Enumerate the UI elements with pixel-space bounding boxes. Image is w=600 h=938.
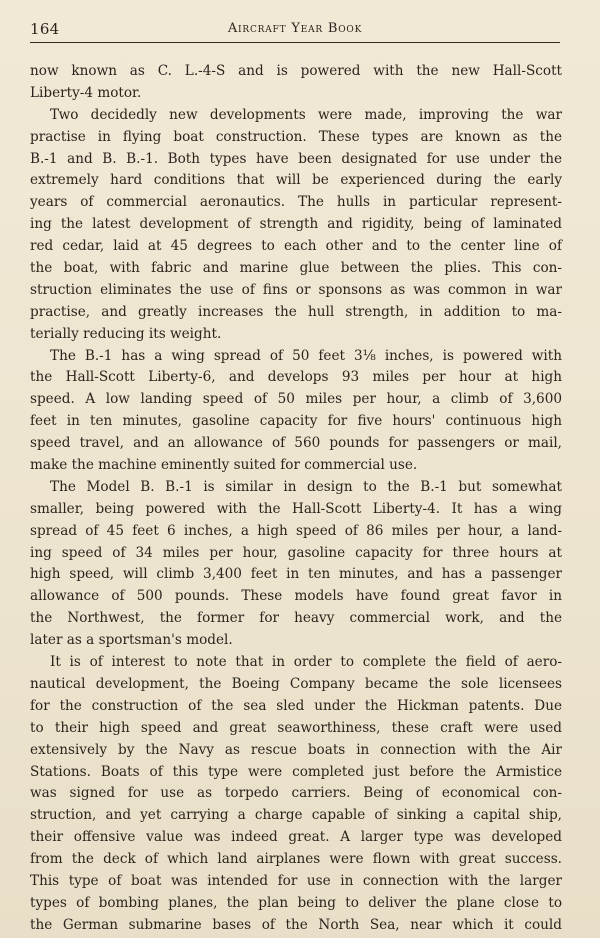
text-line: terially reducing its weight. — [30, 325, 222, 342]
text-line: their offensive value was indeed great. A larger type was developed — [30, 829, 562, 846]
text-line: B.-1 and B. B.-1. Both types have been designated for use under the — [30, 150, 562, 167]
text-line: make the machine eminently suited for commercial use. — [30, 457, 418, 474]
text-line: spread of 45 feet 6 inches, a high speed of 86 miles per hour, a land- — [30, 522, 562, 539]
text-line: feet in ten minutes, gasoline capacity for five hours' continuous high — [30, 413, 562, 430]
text-line: It is of interest to note that in order to complete the field of aero- — [50, 654, 562, 671]
text-line: nautical development, the Boeing Company became the sole licensees — [30, 675, 562, 692]
text-line: speed. A low landing speed of 50 miles per hour, a climb of 3,600 — [30, 391, 562, 408]
text-line: struction, and yet carrying a charge capable of sinking a capital ship, — [30, 807, 562, 824]
running-head — [30, 20, 560, 43]
text-line: the Hall-Scott Liberty-6, and develops 93 miles per hour at high — [30, 369, 562, 386]
text-line: extensively by the Navy as rescue boats in connection with the Air — [30, 741, 562, 758]
text-line: speed travel, and an allowance of 560 pounds for passengers or mail, — [30, 435, 562, 452]
text-line: The B.-1 has a wing spread of 50 feet 3⅛ inches, is powered with — [50, 347, 562, 364]
text-line: the boat, with fabric and marine glue between the plies. This con- — [30, 260, 562, 277]
paragraph — [30, 61, 562, 105]
text-line: practise, and greatly increases the hull strength, in addition to ma- — [30, 303, 562, 320]
text-line: for the construction of the sea sled under the Hickman patents. Due — [30, 697, 562, 714]
text-line: struction eliminates the use of fins or sponsons as was common in war — [30, 281, 562, 298]
text-line: Stations. Boats of this type were completed just before the Armistice — [30, 763, 562, 780]
paragraph — [30, 105, 562, 346]
text-line: later as a sportsman's model. — [30, 632, 233, 649]
text-line: allowance of 500 pounds. These models have found great favor in — [30, 588, 562, 605]
text-line: Two decidedly new developments were made, improving the war — [50, 106, 562, 123]
text-line: years of commercial aeronautics. The hulls in particular represent- — [30, 194, 562, 211]
text-line: high speed, will climb 3,400 feet in ten minutes, and has a passenger — [30, 566, 562, 583]
text-line: the German submarine bases of the North Sea, near which it could — [30, 916, 562, 933]
text-line: from the deck of which land airplanes were flown with great success. — [30, 851, 562, 868]
text-line: ing speed of 34 miles per hour, gasoline capacity for three hours at — [30, 544, 562, 561]
text-line: smaller, being powered with the Hall-Scott Liberty-4. It has a wing — [30, 500, 562, 517]
paragraph — [30, 652, 562, 937]
text-line: now known as C. L.-4-S and is powered with the new Hall-Scott — [30, 63, 562, 79]
text-line: red cedar, laid at 45 degrees to each other and to the center line of — [30, 238, 562, 255]
text-line: was signed for use as torpedo carriers. Being of economical con- — [30, 785, 562, 802]
text-line: Liberty-4 motor. — [30, 84, 142, 101]
paragraph — [30, 477, 562, 652]
text-line: extremely hard conditions that will be experienced during the early — [30, 172, 562, 189]
text-line: the Northwest, the former for heavy commercial work, and the — [30, 610, 562, 627]
paragraph — [30, 346, 562, 477]
text-line: types of bombing planes, the plan being to deliver the plane close to — [30, 894, 562, 911]
text-line: ing the latest development of strength and rigidity, being of laminated — [30, 216, 562, 233]
text-line: The Model B. B.-1 is similar in design to the B.-1 but somewhat — [50, 478, 562, 495]
text-line: to their high speed and great seaworthiness, these craft were used — [30, 719, 562, 736]
text-line: practise in flying boat construction. These types are known as the — [30, 128, 562, 145]
running-title: Aircraft Year Book — [227, 21, 363, 36]
body-text — [30, 61, 562, 937]
text-line: This type of boat was intended for use in connection with the larger — [30, 872, 562, 889]
page-number: 164 — [30, 20, 60, 38]
